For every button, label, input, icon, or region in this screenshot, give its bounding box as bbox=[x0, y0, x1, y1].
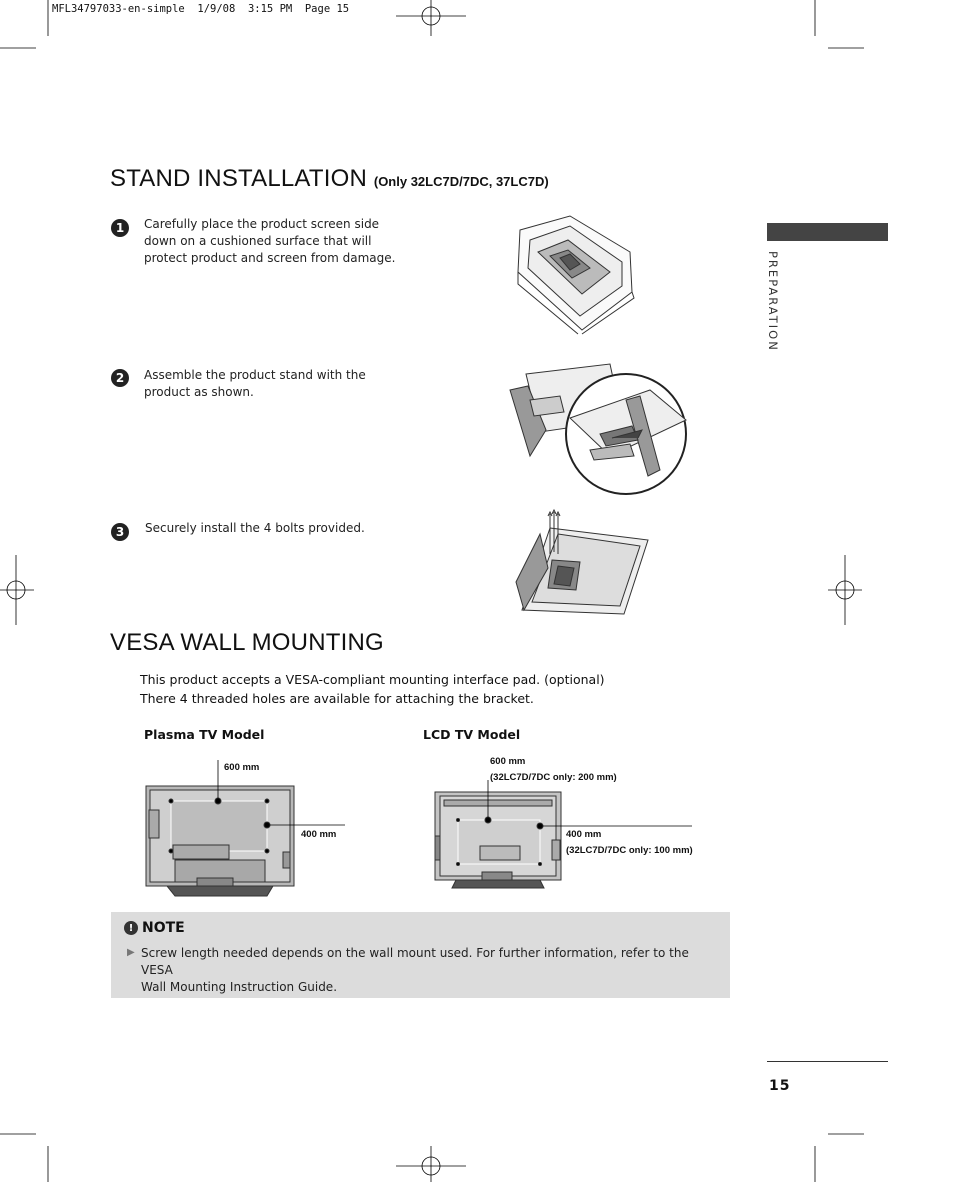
illustration-install-bolts bbox=[512, 510, 654, 616]
lcd-height-value: 400 mm bbox=[566, 829, 602, 840]
section-tab bbox=[767, 223, 888, 241]
lcd-height-note: (32LC7D/7DC only: 100 mm) bbox=[566, 845, 693, 856]
vesa-text-line-1: This product accepts a VESA-compliant mounting interface pad. (optional) bbox=[140, 672, 605, 687]
illustration-tv-face-down bbox=[510, 212, 640, 334]
note-bullet-icon: ▶ bbox=[127, 947, 135, 958]
lcd-height-label bbox=[566, 827, 693, 859]
section-label: PREPARATION bbox=[766, 251, 780, 352]
lcd-width-note: (32LC7D/7DC only: 200 mm) bbox=[490, 772, 617, 783]
step-1-badge: 1 bbox=[111, 219, 129, 237]
stand-subtitle: (Only 32LC7D/7DC, 37LC7D) bbox=[373, 174, 549, 189]
vesa-text-line-2: There 4 threaded holes are available for attaching the bracket. bbox=[140, 691, 534, 706]
note-header bbox=[124, 920, 185, 936]
vesa-title: VESA WALL MOUNTING bbox=[110, 629, 384, 656]
plasma-width-label: 600 mm bbox=[224, 762, 260, 773]
print-slug: MFL34797033-en-simple 1/9/08 3:15 PM Page 15 bbox=[52, 3, 350, 15]
plasma-height-label: 400 mm bbox=[301, 829, 337, 840]
step-3-badge: 3 bbox=[111, 523, 129, 541]
lcd-width-value: 600 mm bbox=[490, 756, 526, 767]
page-number: 15 bbox=[769, 1078, 791, 1094]
lcd-heading: LCD TV Model bbox=[423, 727, 521, 742]
lcd-width-label bbox=[490, 754, 617, 786]
step-2-text: Assemble the product stand with the product as shown. bbox=[144, 368, 366, 399]
note-box bbox=[111, 912, 730, 998]
step-3-text: Securely install the 4 bolts provided. bbox=[145, 521, 365, 535]
note-text-line-2: Wall Mounting Instruction Guide. bbox=[141, 980, 338, 994]
stand-title bbox=[110, 165, 549, 193]
step-1-text: Carefully place the product screen side down on a cushioned surface that will protect product and screen from damage. bbox=[144, 217, 396, 265]
plasma-heading: Plasma TV Model bbox=[144, 727, 265, 742]
note-text-line-1: Screw length needed depends on the wall mount used. For further information, refer to the VESA bbox=[141, 946, 689, 977]
warning-icon: ! bbox=[124, 921, 138, 935]
step-2-badge: 2 bbox=[111, 369, 129, 387]
stand-title-text: STAND INSTALLATION bbox=[110, 165, 367, 192]
note-title: NOTE bbox=[142, 920, 185, 936]
illustration-stand-assembly bbox=[500, 360, 692, 496]
note-text bbox=[141, 945, 716, 996]
footer-rule bbox=[767, 1061, 888, 1062]
